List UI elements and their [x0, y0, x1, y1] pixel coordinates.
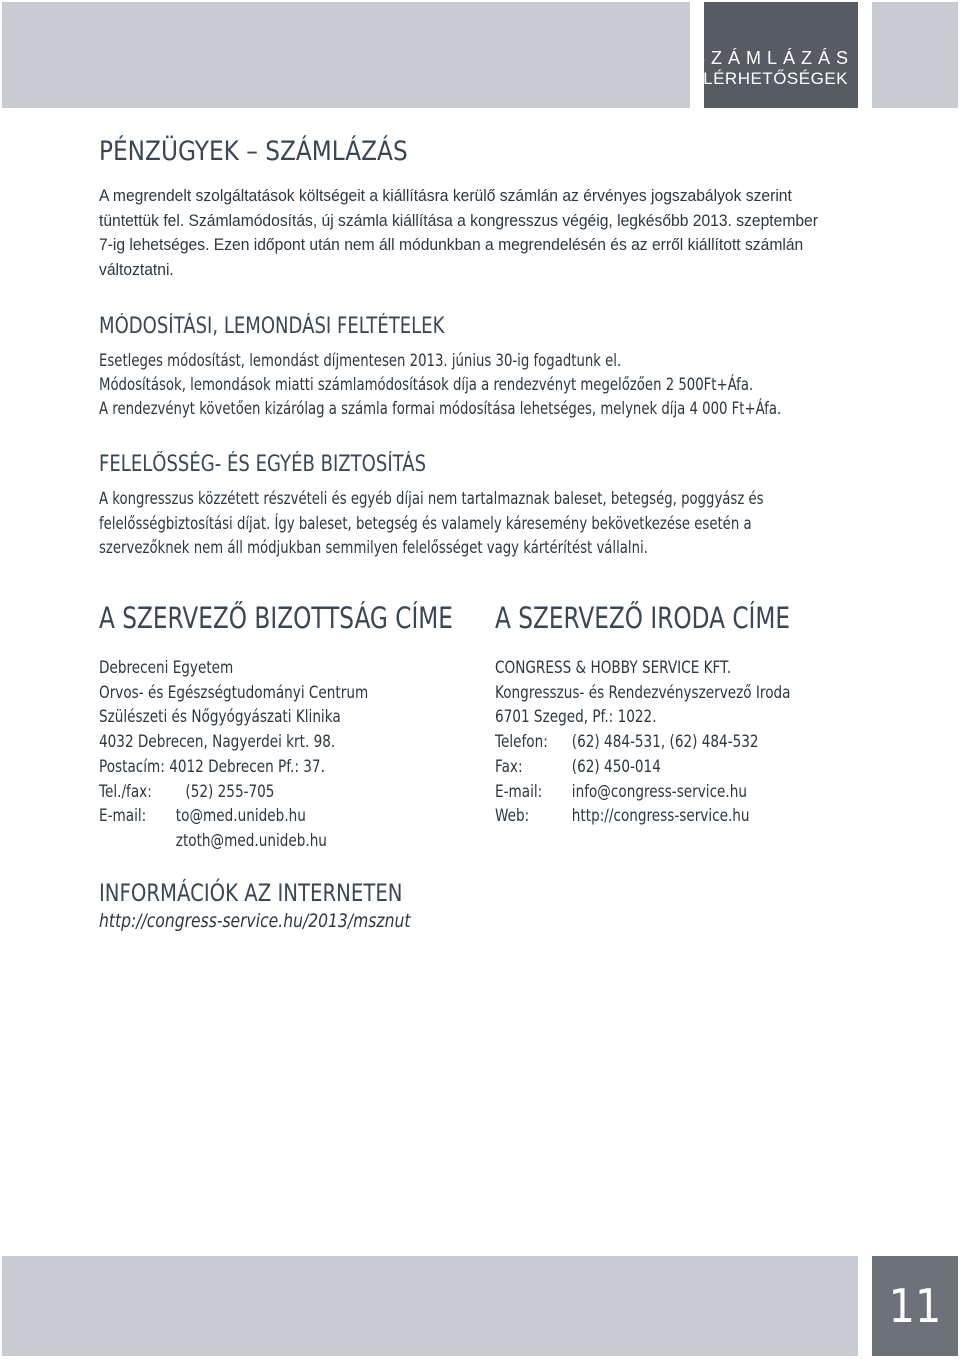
office-web-link[interactable]: http://congress-service.hu [571, 806, 750, 827]
footer-bar [2, 1256, 858, 1356]
address-line: 6701 Szeged, Pf.: 1022. [495, 707, 657, 728]
office-email-link[interactable]: info@congress-service.hu [571, 781, 747, 802]
office-email-row [495, 780, 791, 805]
section-title-penzugyek: PÉNZÜGYEK – SZÁMLÁZÁS [99, 136, 408, 167]
internet-url-link[interactable]: http://congress-service.hu/2013/msznut [99, 910, 411, 932]
committee-phone-row [99, 780, 368, 805]
tab-title-szamlazas: SZÁMLÁZÁS [692, 48, 854, 68]
email-link-1[interactable]: to@med.unideb.hu [175, 806, 306, 827]
email-link-2[interactable]: ztoth@med.unideb.hu [175, 830, 327, 851]
address-line: CONGRESS & HOBBY SERVICE KFT. [495, 658, 732, 678]
office-address [495, 656, 864, 829]
committee-address [99, 656, 436, 854]
email-label: E-mail: [495, 781, 543, 802]
header-bar-right [872, 2, 958, 108]
phone-value: (62) 484-531, (62) 484-532 [571, 732, 759, 753]
internet-title: INFORMÁCIÓK AZ INTERNETEN [99, 879, 403, 907]
email-label: E-mail: [99, 806, 147, 827]
office-web-row [495, 804, 791, 829]
office-fax-row [495, 755, 791, 780]
section-title-modositasi: MÓDOSÍTÁSI, LEMONDÁSI FELTÉTELEK [99, 314, 445, 339]
fax-value: (62) 450-014 [571, 756, 661, 777]
body-line: szervezőknek nem áll módjukban semmilyen felelősséget vagy kártérítést vállalni. [99, 538, 648, 558]
phone-label: Telefon: [495, 732, 548, 753]
section-body-felelosseg [99, 487, 859, 561]
address-line: Orvos- és Egészségtudományi Centrum [99, 682, 369, 703]
tab-title-elerhetosegek: ELÉRHETŐSÉGEK [691, 69, 848, 88]
section-body-penzugyek [99, 184, 859, 282]
committee-email-row [99, 804, 368, 829]
web-label: Web: [495, 806, 530, 827]
body-line: A megrendelt szolgáltatások költségeit a kiállításra kerülő számlán az érvényes jogszabályok szerint [99, 186, 792, 205]
body-line: tüntettük fel. Számlamódosítás, új számla kiállítása a kongresszus végéig, legkésőbb 2013. szeptember [99, 210, 818, 230]
tel-value: (52) 255-705 [185, 781, 275, 802]
body-line: A rendezvényt követően kizárólag a számla formai módosítása lehetséges, melynek díja 4 000 Ft+Áfa. [99, 399, 782, 419]
body-line: felelősségbiztosítási díjat. Így baleset, betegség és valamely káresemény bekövetkezése esetén a [99, 513, 752, 534]
office-phone-row [495, 730, 791, 755]
committee-title: A SZERVEZŐ BIZOTTSÁG CÍME [99, 601, 453, 635]
fax-label: Fax: [495, 756, 523, 777]
body-line: 7-ig lehetséges. Ezen időpont után nem áll módunkban a megrendelésén és az erről kiállított számlán [99, 235, 804, 254]
address-line: Postacím: 4012 Debrecen Pf.: 37. [99, 756, 325, 777]
committee-email-row-2 [99, 829, 368, 854]
page-number: 11 [888, 1279, 942, 1333]
header-tab-labels [691, 47, 854, 89]
office-title: A SZERVEZŐ IRODA CÍME [495, 601, 791, 635]
address-line: 4032 Debrecen, Nagyerdei krt. 98. [99, 732, 336, 753]
body-line: Módosítások, lemondások miatti számlamódosítások díja a rendezvényt megelőzően 2 500Ft+Áfa. [99, 375, 754, 395]
section-body-modositasi [99, 349, 859, 421]
section-title-felelosseg: FELELŐSSÉG- ÉS EGYÉB BIZTOSÍTÁS [99, 452, 427, 477]
address-line: Debreceni Egyetem [99, 658, 234, 678]
address-line: Kongresszus- és Rendezvényszervező Iroda [495, 682, 791, 703]
address-line: Szülészeti és Nőgyógyászati Klinika [99, 707, 341, 728]
body-line: változtatni. [99, 259, 174, 279]
body-line: Esetleges módosítást, lemondást díjmentesen 2013. június 30-ig fogadtunk el. [99, 351, 622, 371]
body-line: A kongresszus közzétett részvételi és egyéb díjai nem tartalmaznak baleset, betegség, poggyász és [99, 489, 764, 509]
tel-label: Tel./fax: [99, 781, 152, 802]
header-bar-left [2, 2, 690, 108]
